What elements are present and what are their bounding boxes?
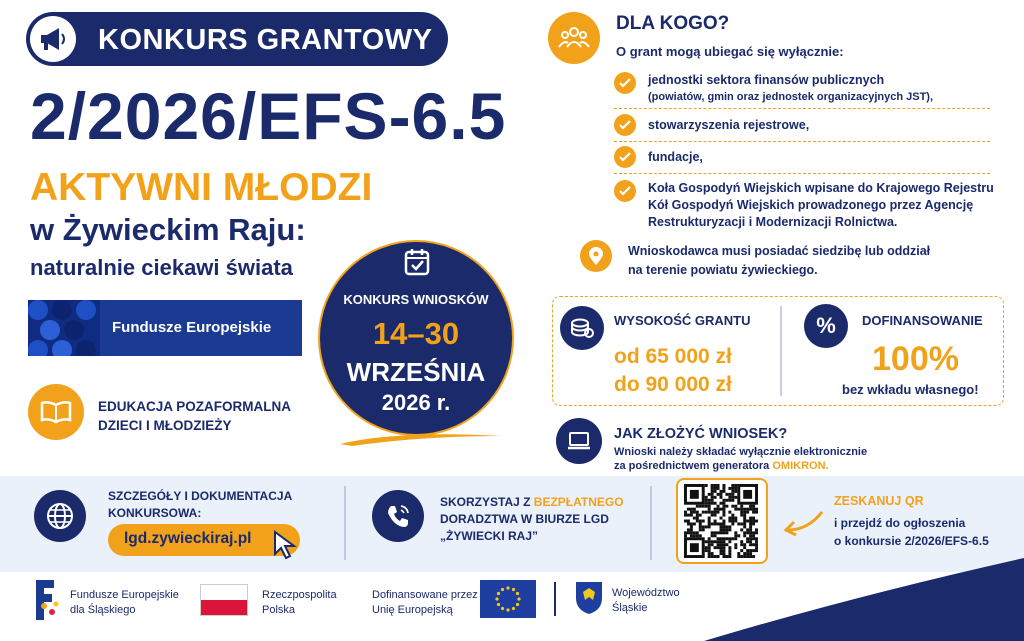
corner-decoration — [704, 556, 1024, 641]
calendar-icon — [404, 248, 430, 276]
divider — [554, 582, 556, 616]
globe-icon — [34, 490, 86, 542]
footer-rp-line-1: Rzeczpospolita — [262, 589, 337, 601]
education-label — [98, 397, 291, 435]
qr-line-2: o konkursie 2/2026/EFS-6.5 — [834, 534, 989, 548]
eligibility-item-3: fundacje, — [648, 150, 703, 164]
location-requirement — [628, 242, 930, 280]
deadline-label: KONKURS WNIOSKÓW — [343, 292, 489, 307]
location-line-1: Wnioskodawca musi posiadać siedzibę lub oddział — [628, 244, 931, 258]
qr-instruction — [834, 514, 989, 550]
footer-fe-label — [70, 588, 179, 618]
contest-code: 2/2026/EFS-6.5 — [30, 79, 507, 153]
eligibility-item-4-line-1: Koła Gospodyń Wiejskich wpisane do Krajowego Rejestru — [648, 181, 994, 195]
advice-line-1 — [440, 494, 624, 511]
details-line-2: KONKURSOWA: — [108, 506, 202, 520]
location-line-2: na terenie powiatu żywieckiego. — [628, 263, 818, 277]
how-to-apply-line-1: Wnioski należy składać wyłącznie elektronicznie — [614, 446, 868, 458]
footer-slask-line-2: Śląskie — [612, 602, 648, 614]
footer-fe-line-2: dla Śląskiego — [70, 604, 136, 616]
divider — [614, 108, 990, 109]
fe-pattern-icon — [28, 300, 100, 356]
details-line-1: SZCZEGÓŁY I DOKUMENTACJA — [108, 489, 293, 503]
divider — [614, 141, 990, 142]
generator-name: OMIKRON. — [772, 460, 829, 472]
details-label — [108, 488, 292, 522]
divider — [614, 173, 990, 174]
eligibility-item-4-line-2: Kół Gospodyń Wiejskich prowadzonego przez Agencję — [648, 198, 974, 212]
coins-icon — [560, 306, 604, 350]
grant-title: WYSOKOŚĆ GRANTU — [614, 313, 751, 328]
eligibility-title: DLA KOGO? — [616, 13, 730, 34]
check-icon — [614, 72, 636, 94]
eligibility-item-2: stowarzyszenia rejestrowe, — [648, 118, 810, 132]
education-line-2: DZIECI I MŁODZIEŻY — [98, 418, 232, 433]
percent-icon: % — [804, 304, 848, 348]
project-subtitle: w Żywieckim Raju: — [30, 212, 306, 247]
location-pin-icon — [580, 240, 612, 272]
arrow-left-icon — [780, 508, 826, 540]
polish-flag-icon — [200, 584, 248, 616]
eu-flag-icon — [480, 580, 536, 618]
check-icon — [614, 146, 636, 168]
check-icon — [614, 114, 636, 136]
fe-logo-icon — [34, 578, 64, 622]
advice-prefix: SKORZYSTAJ Z — [440, 495, 531, 509]
how-to-apply-title: JAK ZŁOŻYĆ WNIOSEK? — [614, 426, 788, 442]
book-icon — [28, 384, 84, 440]
divider — [344, 486, 346, 560]
footer-eu-line-1: Dofinansowane przez — [372, 589, 478, 601]
advice-label — [440, 494, 624, 545]
funding-note: bez wkładu własnego! — [842, 382, 979, 397]
silesia-crest-icon — [574, 580, 604, 616]
eligibility-item-4 — [648, 180, 994, 231]
deadline-year: 2026 r. — [381, 390, 451, 415]
grant-min: od 65 000 zł — [614, 345, 732, 368]
footer-fe-line-1: Fundusze Europejskie — [70, 589, 179, 601]
eligibility-item-1 — [648, 72, 933, 106]
computer-icon — [556, 418, 602, 464]
cursor-icon — [272, 530, 300, 560]
eligibility-item-1-text: jednostki sektora finansów publicznych — [648, 73, 885, 87]
funding-value: 100% — [872, 340, 959, 378]
advice-highlight: BEZPŁATNEGO — [533, 495, 624, 509]
footer-eu-line-2: Unię Europejską — [372, 604, 453, 616]
brush-stroke-decoration — [336, 428, 506, 450]
eligibility-item-4-line-3: Restrukturyzacji i Modernizacji Rolnictwa. — [648, 215, 898, 229]
deadline-month: WRZEŚNIA — [346, 357, 486, 387]
fe-banner — [28, 300, 302, 356]
deadline-days: 14–30 — [372, 316, 460, 351]
project-tagline: naturalnie ciekawi świata — [30, 255, 293, 280]
divider — [650, 486, 652, 560]
grant-max: do 90 000 zł — [614, 373, 732, 396]
check-icon — [614, 180, 636, 202]
website-url[interactable]: lgd.zywieckiraj.pl — [124, 530, 252, 547]
footer-slask-label — [612, 586, 680, 616]
footer-rp-label — [262, 588, 337, 618]
project-title: AKTYWNI MŁODZI — [30, 166, 373, 209]
footer-rp-line-2: Polska — [262, 604, 296, 616]
how-to-apply-text: za pośrednictwem generatora — [614, 460, 770, 472]
qr-line-1: i przejdź do ogłoszenia — [834, 516, 966, 530]
fe-banner-label: Fundusze Europejskie — [112, 319, 272, 336]
megaphone-icon — [30, 16, 76, 62]
header-title: KONKURS GRANTOWY — [98, 24, 433, 56]
education-line-1: EDUKACJA POZAFORMALNA — [98, 399, 291, 414]
qr-code-icon[interactable] — [684, 484, 760, 558]
advice-line-2: DORADZTWA W BIURZE LGD — [440, 512, 609, 526]
divider — [780, 306, 782, 396]
people-icon — [548, 12, 600, 64]
eligibility-intro: O grant mogą ubiegać się wyłącznie: — [616, 44, 844, 59]
footer-eu-label — [372, 588, 478, 618]
phone-icon — [372, 490, 424, 542]
funding-title: DOFINANSOWANIE — [862, 313, 983, 328]
advice-line-3: „ŻYWIECKI RAJ” — [440, 529, 539, 543]
footer-slask-line-1: Województwo — [612, 587, 680, 599]
qr-title: ZESKANUJ QR — [834, 494, 924, 508]
how-to-apply-line-2 — [614, 460, 829, 472]
eligibility-item-1-note: (powiatów, gmin oraz jednostek organizacyjnych JST), — [648, 91, 934, 103]
header-pill — [26, 12, 448, 66]
